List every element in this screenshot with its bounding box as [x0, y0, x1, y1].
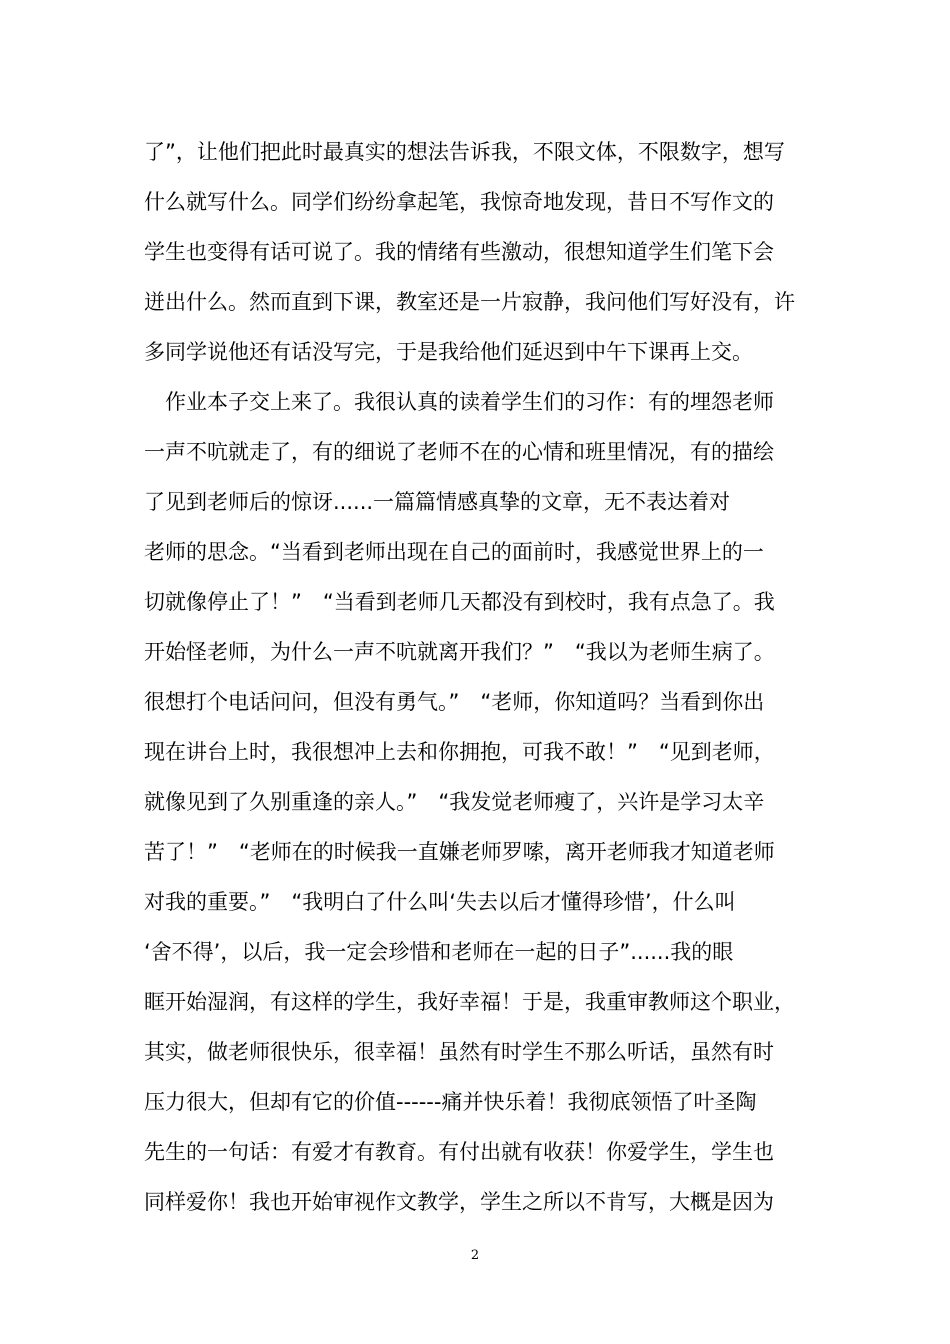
text-line: 其实，做老师很快乐，很幸福！虽然有时学生不那么听话，虽然有时 [144, 1040, 774, 1064]
text-line: 学生也变得有话可说了。我的情绪有些激动，很想知道学生们笔下会 [144, 240, 774, 264]
text-line: 一声不吭就走了，有的细说了老师不在的心情和班里情况，有的描绘 [144, 440, 774, 464]
text-line: 同样爱你！我也开始审视作文教学，学生之所以不肯写，大概是因为 [144, 1190, 774, 1214]
text-line: 老师的思念。“当看到老师出现在自己的面前时，我感觉世界上的一 [144, 540, 764, 564]
text-line: 什么就写什么。同学们纷纷拿起笔，我惊奇地发现，昔日不写作文的 [144, 190, 774, 214]
text-line: 苦了！” “老师在的时候我一直嫌老师罗嗦，离开老师我才知道老师 [144, 840, 775, 864]
text-line: 现在讲台上时，我很想冲上去和你拥抱，可我不敢！” “见到老师， [144, 740, 775, 764]
text-line: 先生的一句话：有爱才有教育。有付出就有收获！你爱学生，学生也 [144, 1140, 774, 1164]
text-line: 开始怪老师，为什么一声不吭就离开我们？” “我以为老师生病了。 [144, 640, 775, 664]
text-line: 多同学说他还有话没写完，于是我给他们延迟到中午下课再上交。 [144, 340, 753, 364]
page-number: 2 [470, 1248, 480, 1263]
text-line: 了”，让他们把此时最真实的想法告诉我，不限文体，不限数字，想写 [144, 140, 785, 164]
text-line: 迸出什么。然而直到下课，教室还是一片寂静，我问他们写好没有，许 [144, 290, 795, 314]
text-line: 很想打个电话问问，但没有勇气。” “老师，你知道吗？当看到你出 [144, 690, 765, 714]
text-line: 就像见到了久别重逢的亲人。” “我发觉老师瘦了，兴许是学习太辛 [144, 790, 765, 814]
text-line: ‘舍不得’，以后，我一定会珍惜和老师在一起的日子”......我的眼 [144, 940, 734, 964]
text-line: 作业本子交上来了。我很认真的读着学生们的习作：有的埋怨老师 [144, 390, 774, 414]
text-line: 压力很大，但却有它的价值------痛并快乐着！我彻底领悟了叶圣陶 [144, 1090, 757, 1114]
text-line: 了见到老师后的惊讶......一篇篇情感真挚的文章，无不表达着对 [144, 490, 731, 514]
text-line: 对我的重要。” “我明白了什么叫‘失去以后才懂得珍惜’，什么叫 [144, 890, 736, 914]
text-line: 眶开始湿润，有这样的学生，我好幸福！于是，我重审教师这个职业， [144, 990, 795, 1014]
body-text [144, 127, 814, 1227]
text-line: 切就像停止了！” “当看到老师几天都没有到校时，我有点急了。我 [144, 590, 775, 614]
